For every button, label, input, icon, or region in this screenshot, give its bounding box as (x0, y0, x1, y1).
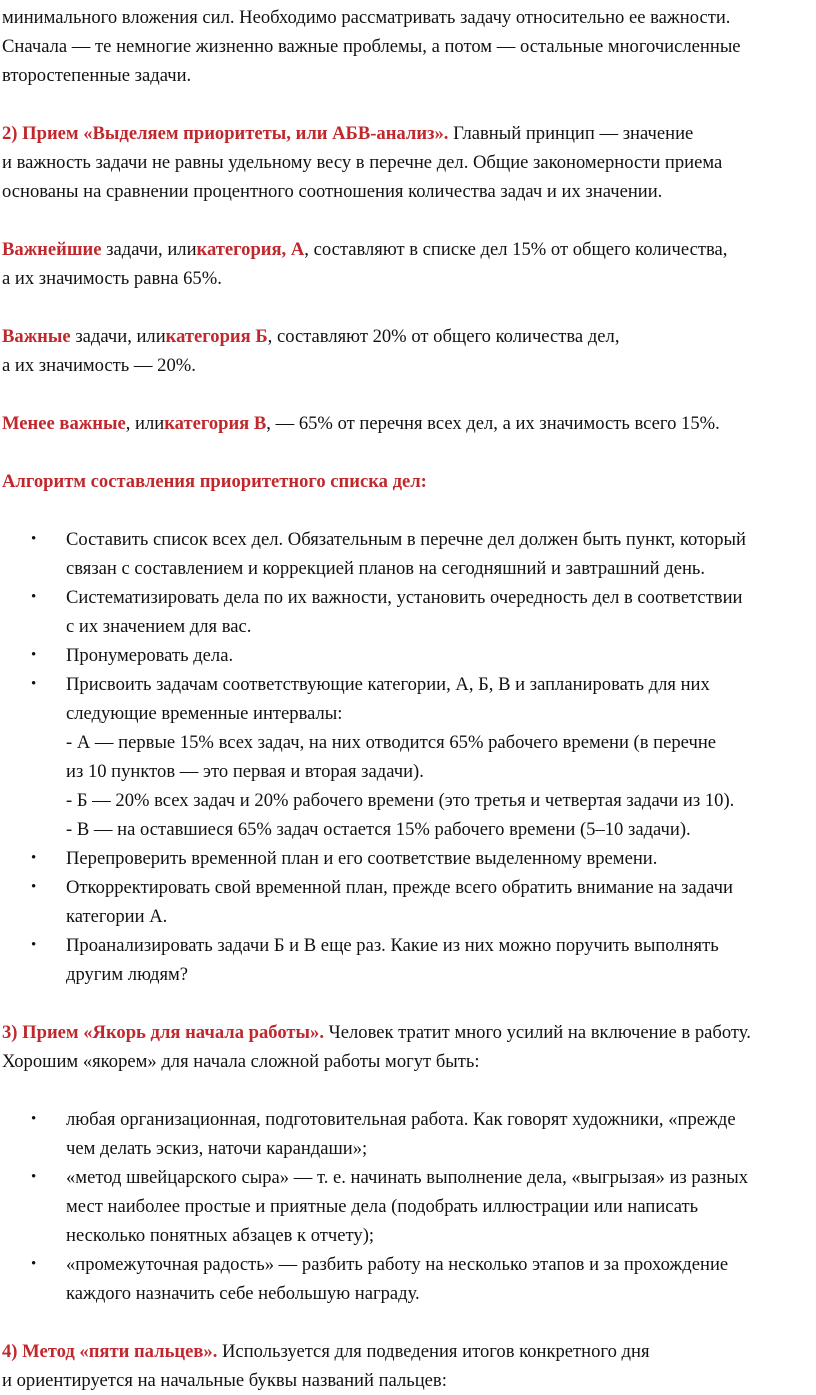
list-item-line: Проанализировать задачи Б и В еще раз. Какие из них можно поручить выполнять (66, 935, 719, 956)
abc-heading: 2) Прием «Выделяем приоритеты, или АБВ-анализ». (2, 123, 449, 144)
category-b-line-2: а их значимость — 20%. (2, 355, 196, 376)
list-item-line: другим людям? (66, 964, 189, 985)
list-item-line: - А — первые 15% всех задач, на них отводится 65% рабочего времени (в перечне (66, 732, 717, 753)
bullet-icon: • (31, 879, 37, 895)
category-c-text-2: , — 65% от перечня всех дел, а их значимость всего 15%. (266, 413, 720, 434)
category-a-text-2: , составляют в списке дел 15% от общего количества, (304, 239, 728, 260)
category-a-text: задачи, или (101, 239, 197, 260)
category-a-paragraph (0, 235, 816, 293)
category-c-line-1 (0, 409, 816, 438)
category-a-label: Важнейшие (2, 239, 102, 260)
abc-line-1 (0, 119, 816, 148)
category-c-label: Менее важные (2, 413, 126, 434)
anchor-list (0, 1105, 816, 1308)
abc-line-2: и важность задачи не равны удельному весу в перечне дел. Общие закономерности приема (2, 152, 723, 173)
intro-paragraph (0, 3, 816, 90)
list-item-line: с их значением для вас. (66, 616, 252, 637)
list-item-line: чем делать эскиз, наточи карандаши»; (66, 1138, 368, 1159)
list-item-line: Присвоить задачам соответствующие категории, А, Б, В и запланировать для них (66, 674, 710, 695)
category-b-line-1 (0, 322, 816, 351)
list-item (0, 670, 816, 844)
bullet-icon: • (31, 1256, 37, 1272)
list-item-line: каждого назначить себе небольшую награду. (66, 1283, 420, 1304)
list-item (0, 873, 816, 931)
abc-paragraph (0, 119, 816, 206)
five-fingers-heading: 4) Метод «пяти пальцев». (2, 1341, 218, 1362)
list-item-line: любая организационная, подготовительная работа. Как говорят художники, «прежде (66, 1109, 736, 1130)
category-b-text-2: , составляют 20% от общего количества дел, (267, 326, 620, 347)
list-item-line: несколько понятных абзацев к отчету); (66, 1225, 375, 1246)
list-item-line: Систематизировать дела по их важности, установить очередность дел в соответствии (66, 587, 743, 608)
category-a-line-2: а их значимость равна 65%. (2, 268, 222, 289)
list-item-line: «промежуточная радость» — разбить работу на несколько этапов и за прохождение (66, 1254, 729, 1275)
intro-line-1: минимального вложения сил. Необходимо рассматривать задачу относительно ее важности. (2, 7, 731, 28)
list-item-line: следующие временные интервалы: (66, 703, 343, 724)
list-item (0, 525, 816, 583)
list-item (0, 931, 816, 989)
algorithm-list (0, 525, 816, 989)
bullet-icon: • (31, 1169, 37, 1185)
algorithm-heading: Алгоритм составления приоритетного списка дел: (2, 471, 427, 492)
anchor-line-1 (0, 1018, 816, 1047)
bullet-icon: • (31, 937, 37, 953)
anchor-heading: 3) Прием «Якорь для начала работы». (2, 1022, 325, 1043)
bullet-icon: • (31, 676, 37, 692)
list-item (0, 1163, 816, 1250)
bullet-icon: • (31, 850, 37, 866)
list-item (0, 844, 816, 873)
intro-line-3: второстепенные задачи. (2, 65, 192, 86)
category-b-name: категория Б (165, 326, 268, 347)
list-item-line: Откорректировать свой временной план, прежде всего обратить внимание на задачи (66, 877, 733, 898)
bullet-icon: • (31, 647, 37, 663)
list-item-line: Перепроверить временной план и его соответствие выделенному времени. (66, 848, 658, 869)
list-item-line: связан с составлением и коррекцией планов на сегодняшний и завтрашний день. (66, 558, 706, 579)
category-a-name: категория, А (196, 239, 305, 260)
bullet-icon: • (31, 589, 37, 605)
list-item-line: Составить список всех дел. Обязательным в перечне дел должен быть пункт, который (66, 529, 746, 550)
list-item-line: - В — на оставшиеся 65% задач остается 15% рабочего времени (5–10 задачи). (66, 819, 691, 840)
list-item-line: из 10 пунктов — это первая и вторая задачи). (66, 761, 424, 782)
category-b-label: Важные (2, 326, 71, 347)
list-item-line: мест наиболее простые и приятные дела (подобрать иллюстрации или написать (66, 1196, 699, 1217)
category-b-paragraph (0, 322, 816, 380)
anchor-line-2: Хорошим «якорем» для начала сложной работы могут быть: (2, 1051, 480, 1072)
anchor-paragraph (0, 1018, 816, 1076)
category-b-text: задачи, или (70, 326, 166, 347)
five-fingers-line-1-text: Используется для подведения итогов конкретного дня (217, 1341, 650, 1362)
intro-line-2: Сначала — те немногие жизненно важные проблемы, а потом — остальные многочисленные (2, 36, 741, 57)
list-item (0, 1105, 816, 1163)
list-item-line: «метод швейцарского сыра» — т. е. начинать выполнение дела, «выгрызая» из разных (66, 1167, 749, 1188)
anchor-line-1-text: Человек тратит много усилий на включение в работу. (324, 1022, 751, 1043)
list-item (0, 1250, 816, 1308)
list-item-line: Пронумеровать дела. (66, 645, 234, 666)
bullet-icon: • (31, 1111, 37, 1127)
list-item (0, 583, 816, 641)
five-fingers-line-1 (0, 1337, 816, 1366)
category-c-paragraph (0, 409, 816, 438)
list-item (0, 641, 816, 670)
category-c-name: категория В (164, 413, 267, 434)
list-item-line: категории А. (66, 906, 168, 927)
abc-line-3: основаны на сравнении процентного соотношения количества задач и их значении. (2, 181, 663, 202)
five-fingers-paragraph (0, 1337, 816, 1395)
five-fingers-line-2: и ориентируется на начальные буквы названий пальцев: (2, 1370, 447, 1391)
category-c-text: , или (125, 413, 165, 434)
list-item-line: - Б — 20% всех задач и 20% рабочего времени (это третья и четвертая задачи из 10). (66, 790, 735, 811)
bullet-icon: • (31, 531, 37, 547)
abc-line-1-text: Главный принцип — значение (448, 123, 694, 144)
category-a-line-1 (0, 235, 816, 264)
